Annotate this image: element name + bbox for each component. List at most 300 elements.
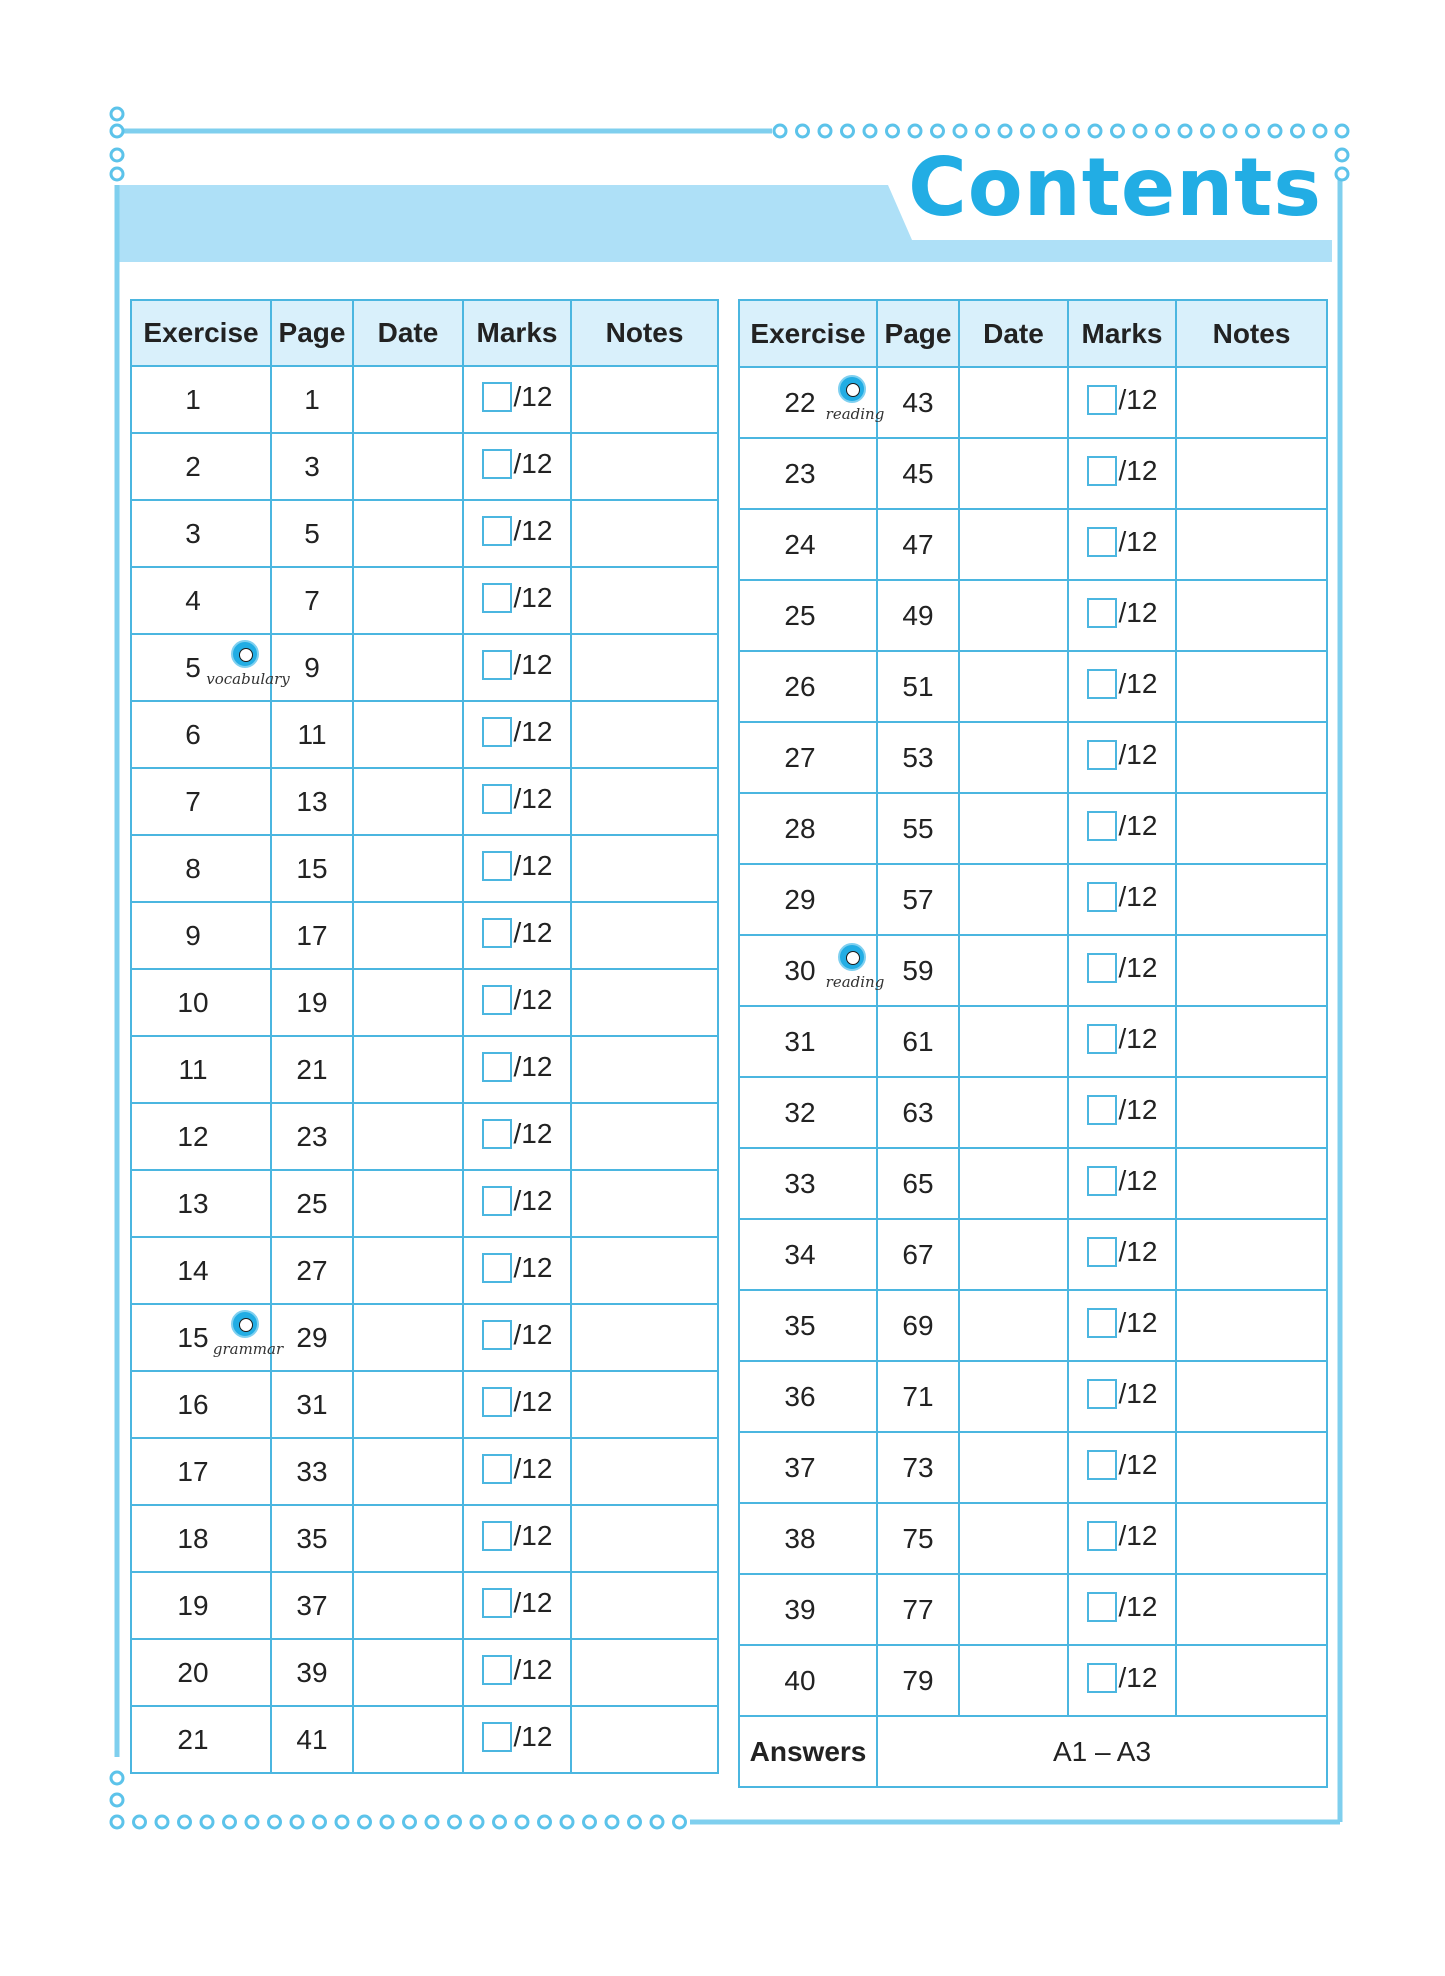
date-cell[interactable] bbox=[959, 864, 1068, 935]
page-number: 71 bbox=[877, 1361, 959, 1432]
marks-total: /12 bbox=[1118, 1022, 1158, 1054]
exercise-cell bbox=[739, 722, 877, 793]
notes-cell[interactable] bbox=[1176, 580, 1327, 651]
border-dot bbox=[797, 125, 809, 137]
marks-total: /12 bbox=[513, 1251, 553, 1283]
border-dot bbox=[1224, 125, 1236, 137]
exercise-number: 36 bbox=[784, 1380, 816, 1412]
notes-cell[interactable] bbox=[571, 701, 718, 768]
marks-input-box[interactable] bbox=[482, 985, 512, 1015]
page-number: 59 bbox=[877, 935, 959, 1006]
date-cell[interactable] bbox=[959, 1006, 1068, 1077]
border-dot bbox=[111, 108, 123, 120]
page-number: 69 bbox=[877, 1290, 959, 1361]
marks-total: /12 bbox=[513, 782, 553, 814]
marks-total: /12 bbox=[513, 380, 553, 412]
marks-total: /12 bbox=[513, 514, 553, 546]
date-cell[interactable] bbox=[959, 580, 1068, 651]
notes-cell[interactable] bbox=[1176, 1574, 1327, 1645]
marks-input-box[interactable] bbox=[1087, 1379, 1117, 1409]
date-cell[interactable] bbox=[353, 1706, 463, 1773]
table-row bbox=[739, 1290, 1327, 1361]
exercise-number: 14 bbox=[177, 1254, 209, 1286]
marks-total: /12 bbox=[1118, 1306, 1158, 1338]
notes-cell[interactable] bbox=[571, 902, 718, 969]
date-cell[interactable] bbox=[353, 1572, 463, 1639]
tag-badge bbox=[818, 373, 898, 433]
date-cell[interactable] bbox=[353, 433, 463, 500]
table-row bbox=[739, 1361, 1327, 1432]
border-dot bbox=[471, 1816, 483, 1828]
marks-input-box[interactable] bbox=[1087, 1237, 1117, 1267]
marks-total: /12 bbox=[1118, 1093, 1158, 1125]
marks-total: /12 bbox=[1118, 1448, 1158, 1480]
page-number: 21 bbox=[271, 1036, 353, 1103]
table-row bbox=[739, 1219, 1327, 1290]
border-dot bbox=[1179, 125, 1191, 137]
date-cell[interactable] bbox=[353, 768, 463, 835]
date-cell[interactable] bbox=[353, 969, 463, 1036]
marks-input-box[interactable] bbox=[482, 1588, 512, 1618]
marks-input-box[interactable] bbox=[1087, 456, 1117, 486]
exercise-cell bbox=[739, 935, 885, 1006]
contents-table-right bbox=[738, 299, 1328, 1788]
marks-total: /12 bbox=[1118, 1164, 1158, 1196]
notes-cell[interactable] bbox=[1176, 722, 1327, 793]
page-number: 1 bbox=[271, 366, 353, 433]
exercise-number: 9 bbox=[185, 919, 201, 951]
marks-cell bbox=[463, 1170, 571, 1237]
border-dot bbox=[651, 1816, 663, 1828]
marks-cell bbox=[1068, 1361, 1176, 1432]
exercise-cell bbox=[739, 1361, 877, 1432]
date-cell[interactable] bbox=[353, 1237, 463, 1304]
marks-cell bbox=[463, 1572, 571, 1639]
date-cell[interactable] bbox=[959, 793, 1068, 864]
marks-input-box[interactable] bbox=[1087, 1024, 1117, 1054]
col-header-date: Date bbox=[353, 300, 463, 366]
date-cell[interactable] bbox=[959, 1361, 1068, 1432]
marks-input-box[interactable] bbox=[1087, 385, 1117, 415]
date-cell[interactable] bbox=[353, 902, 463, 969]
table-row bbox=[131, 1237, 718, 1304]
notes-cell[interactable] bbox=[1176, 1503, 1327, 1574]
notes-cell[interactable] bbox=[571, 1572, 718, 1639]
marks-input-box[interactable] bbox=[1087, 1592, 1117, 1622]
tag-label: reading bbox=[825, 972, 885, 991]
notes-cell[interactable] bbox=[571, 768, 718, 835]
table-row bbox=[739, 509, 1327, 580]
marks-input-box[interactable] bbox=[1087, 1308, 1117, 1338]
notes-cell[interactable] bbox=[571, 1639, 718, 1706]
exercise-number: 26 bbox=[784, 670, 816, 702]
exercise-cell bbox=[131, 500, 271, 567]
date-cell[interactable] bbox=[353, 366, 463, 433]
marks-total: /12 bbox=[1118, 1661, 1158, 1693]
marks-input-box[interactable] bbox=[482, 1052, 512, 1082]
border-dot bbox=[111, 1772, 123, 1784]
col-header-marks: Marks bbox=[1068, 300, 1176, 367]
table-row bbox=[739, 722, 1327, 793]
marks-input-box[interactable] bbox=[482, 650, 512, 680]
marks-input-box[interactable] bbox=[482, 516, 512, 546]
exercise-cell bbox=[131, 1170, 271, 1237]
border-dot bbox=[932, 125, 944, 137]
exercise-cell bbox=[739, 580, 877, 651]
exercise-cell bbox=[131, 1438, 271, 1505]
exercise-number: 13 bbox=[177, 1187, 209, 1219]
emblem-icon bbox=[231, 640, 259, 668]
page-number: 7 bbox=[271, 567, 353, 634]
col-header-page: Page bbox=[877, 300, 959, 367]
exercise-number: 22 bbox=[784, 386, 816, 418]
marks-cell bbox=[1068, 1290, 1176, 1361]
date-cell[interactable] bbox=[353, 1170, 463, 1237]
exercise-cell bbox=[739, 1503, 877, 1574]
exercise-number: 16 bbox=[177, 1388, 209, 1420]
page-number: 73 bbox=[877, 1432, 959, 1503]
notes-cell[interactable] bbox=[571, 567, 718, 634]
marks-cell bbox=[463, 1438, 571, 1505]
exercise-cell bbox=[739, 1432, 877, 1503]
exercise-cell bbox=[131, 1103, 271, 1170]
border-dot bbox=[999, 125, 1011, 137]
table-row bbox=[131, 1103, 718, 1170]
marks-input-box[interactable] bbox=[482, 1655, 512, 1685]
marks-cell bbox=[463, 567, 571, 634]
notes-cell[interactable] bbox=[571, 1170, 718, 1237]
exercise-cell bbox=[131, 1371, 271, 1438]
marks-input-box[interactable] bbox=[482, 784, 512, 814]
marks-input-box[interactable] bbox=[482, 382, 512, 412]
table-row bbox=[131, 500, 718, 567]
notes-cell[interactable] bbox=[571, 1237, 718, 1304]
border-dot bbox=[179, 1816, 191, 1828]
date-cell[interactable] bbox=[353, 1505, 463, 1572]
border-dot bbox=[494, 1816, 506, 1828]
marks-cell bbox=[463, 500, 571, 567]
exercise-number: 31 bbox=[784, 1025, 816, 1057]
marks-input-box[interactable] bbox=[482, 1320, 512, 1350]
exercise-cell bbox=[131, 1706, 271, 1773]
page-number: 45 bbox=[877, 438, 959, 509]
exercise-number: 15 bbox=[177, 1321, 209, 1353]
marks-total: /12 bbox=[1118, 596, 1158, 628]
marks-input-box[interactable] bbox=[1087, 1663, 1117, 1693]
marks-cell bbox=[1068, 722, 1176, 793]
border-dot bbox=[1089, 125, 1101, 137]
marks-input-box[interactable] bbox=[482, 1454, 512, 1484]
exercise-number: 6 bbox=[185, 718, 201, 750]
marks-total: /12 bbox=[513, 1050, 553, 1082]
table-row bbox=[739, 1006, 1327, 1077]
exercise-number: 30 bbox=[784, 954, 816, 986]
border-dot bbox=[1112, 125, 1124, 137]
marks-total: /12 bbox=[513, 983, 553, 1015]
exercise-cell bbox=[131, 1639, 271, 1706]
marks-input-box[interactable] bbox=[1087, 953, 1117, 983]
marks-cell bbox=[1068, 1006, 1176, 1077]
table-row bbox=[131, 1505, 718, 1572]
border-dot bbox=[909, 125, 921, 137]
table-row bbox=[739, 1432, 1327, 1503]
marks-input-box[interactable] bbox=[1087, 740, 1117, 770]
exercise-number: 21 bbox=[177, 1723, 209, 1755]
exercise-number: 23 bbox=[784, 457, 816, 489]
col-header-exercise: Exercise bbox=[131, 300, 271, 366]
notes-cell[interactable] bbox=[571, 1371, 718, 1438]
marks-cell bbox=[1068, 1645, 1176, 1716]
marks-input-box[interactable] bbox=[482, 1722, 512, 1752]
exercise-cell bbox=[131, 634, 290, 701]
tag-label: grammar bbox=[212, 1339, 284, 1358]
border-dot bbox=[954, 125, 966, 137]
border-dot bbox=[1202, 125, 1214, 137]
table-header-row bbox=[739, 300, 1327, 367]
date-cell[interactable] bbox=[959, 438, 1068, 509]
date-cell[interactable] bbox=[353, 1304, 463, 1371]
exercise-cell bbox=[739, 1645, 877, 1716]
page-number: 33 bbox=[271, 1438, 353, 1505]
marks-total: /12 bbox=[1118, 454, 1158, 486]
notes-cell[interactable] bbox=[571, 1706, 718, 1773]
tag-label: reading bbox=[825, 404, 885, 423]
date-cell[interactable] bbox=[959, 1219, 1068, 1290]
exercise-number: 29 bbox=[784, 883, 816, 915]
notes-cell[interactable] bbox=[1176, 651, 1327, 722]
notes-cell[interactable] bbox=[571, 433, 718, 500]
table-row bbox=[131, 1036, 718, 1103]
marks-input-box[interactable] bbox=[1087, 1521, 1117, 1551]
border-dot bbox=[977, 125, 989, 137]
page-number: 35 bbox=[271, 1505, 353, 1572]
exercise-number: 20 bbox=[177, 1656, 209, 1688]
date-cell[interactable] bbox=[353, 835, 463, 902]
marks-cell bbox=[1068, 1574, 1176, 1645]
exercise-number: 19 bbox=[177, 1589, 209, 1621]
border-dot bbox=[1134, 125, 1146, 137]
border-dot bbox=[224, 1816, 236, 1828]
page-number: 79 bbox=[877, 1645, 959, 1716]
notes-cell[interactable] bbox=[1176, 1077, 1327, 1148]
tag-badge bbox=[206, 638, 291, 698]
page-title: Contents bbox=[908, 141, 1322, 234]
notes-cell[interactable] bbox=[1176, 1361, 1327, 1432]
emblem-icon bbox=[838, 943, 866, 971]
date-cell[interactable] bbox=[959, 1432, 1068, 1503]
notes-cell[interactable] bbox=[1176, 367, 1327, 438]
border-dot bbox=[134, 1816, 146, 1828]
marks-cell bbox=[1068, 438, 1176, 509]
date-cell[interactable] bbox=[353, 1036, 463, 1103]
notes-cell[interactable] bbox=[571, 835, 718, 902]
border-dot bbox=[1314, 125, 1326, 137]
date-cell[interactable] bbox=[353, 1639, 463, 1706]
table-row bbox=[739, 1077, 1327, 1148]
marks-input-box[interactable] bbox=[1087, 1095, 1117, 1125]
marks-input-box[interactable] bbox=[482, 918, 512, 948]
border-dot bbox=[246, 1816, 258, 1828]
marks-cell bbox=[463, 1706, 571, 1773]
date-cell[interactable] bbox=[353, 1371, 463, 1438]
notes-cell[interactable] bbox=[571, 1438, 718, 1505]
notes-cell[interactable] bbox=[1176, 1290, 1327, 1361]
date-cell[interactable] bbox=[353, 500, 463, 567]
marks-input-box[interactable] bbox=[482, 1387, 512, 1417]
marks-input-box[interactable] bbox=[1087, 882, 1117, 912]
date-cell[interactable] bbox=[959, 1574, 1068, 1645]
border-dot bbox=[1336, 168, 1348, 180]
notes-cell[interactable] bbox=[571, 1304, 718, 1371]
table-row bbox=[131, 1639, 718, 1706]
border-dot bbox=[516, 1816, 528, 1828]
page-number: 55 bbox=[877, 793, 959, 864]
marks-input-box[interactable] bbox=[1087, 811, 1117, 841]
table-row bbox=[739, 367, 1327, 438]
exercise-number: 11 bbox=[178, 1053, 208, 1085]
marks-input-box[interactable] bbox=[482, 851, 512, 881]
marks-total: /12 bbox=[513, 1653, 553, 1685]
notes-cell[interactable] bbox=[1176, 935, 1327, 1006]
marks-total: /12 bbox=[1118, 1377, 1158, 1409]
border-dot bbox=[314, 1816, 326, 1828]
date-cell[interactable] bbox=[959, 1645, 1068, 1716]
marks-cell bbox=[463, 634, 571, 701]
exercise-number: 33 bbox=[784, 1167, 816, 1199]
notes-cell[interactable] bbox=[571, 969, 718, 1036]
marks-total: /12 bbox=[513, 1385, 553, 1417]
date-cell[interactable] bbox=[959, 367, 1068, 438]
notes-cell[interactable] bbox=[571, 500, 718, 567]
page-number: 75 bbox=[877, 1503, 959, 1574]
marks-input-box[interactable] bbox=[482, 1521, 512, 1551]
page-number: 11 bbox=[271, 701, 353, 768]
marks-input-box[interactable] bbox=[482, 1253, 512, 1283]
marks-total: /12 bbox=[1118, 525, 1158, 557]
date-cell[interactable] bbox=[959, 1503, 1068, 1574]
exercise-cell bbox=[739, 793, 877, 864]
exercise-cell bbox=[131, 1572, 271, 1639]
page-number: 61 bbox=[877, 1006, 959, 1077]
exercise-number: 38 bbox=[784, 1522, 816, 1554]
exercise-cell bbox=[131, 433, 271, 500]
notes-cell[interactable] bbox=[1176, 1645, 1327, 1716]
exercise-cell bbox=[131, 1304, 284, 1371]
marks-cell bbox=[1068, 935, 1176, 1006]
notes-cell[interactable] bbox=[1176, 1432, 1327, 1503]
marks-total: /12 bbox=[513, 1184, 553, 1216]
date-cell[interactable] bbox=[959, 651, 1068, 722]
marks-input-box[interactable] bbox=[482, 583, 512, 613]
date-cell[interactable] bbox=[959, 1148, 1068, 1219]
notes-cell[interactable] bbox=[571, 1505, 718, 1572]
marks-input-box[interactable] bbox=[482, 1186, 512, 1216]
answers-row bbox=[739, 1716, 1327, 1787]
table-row bbox=[131, 1371, 718, 1438]
exercise-number: 1 bbox=[185, 383, 201, 415]
marks-total: /12 bbox=[1118, 1519, 1158, 1551]
date-cell[interactable] bbox=[353, 701, 463, 768]
page-number: 65 bbox=[877, 1148, 959, 1219]
date-cell[interactable] bbox=[353, 567, 463, 634]
exercise-number: 5 bbox=[185, 651, 201, 683]
border-dot bbox=[864, 125, 876, 137]
notes-cell[interactable] bbox=[1176, 509, 1327, 580]
notes-cell[interactable] bbox=[1176, 793, 1327, 864]
marks-total: /12 bbox=[513, 581, 553, 613]
notes-cell[interactable] bbox=[571, 1103, 718, 1170]
marks-input-box[interactable] bbox=[1087, 598, 1117, 628]
exercise-number: 32 bbox=[784, 1096, 816, 1128]
marks-input-box[interactable] bbox=[482, 1119, 512, 1149]
border-dot bbox=[561, 1816, 573, 1828]
table-row bbox=[739, 864, 1327, 935]
marks-input-box[interactable] bbox=[482, 449, 512, 479]
marks-total: /12 bbox=[513, 1720, 553, 1752]
notes-cell[interactable] bbox=[571, 1036, 718, 1103]
date-cell[interactable] bbox=[353, 1438, 463, 1505]
exercise-cell bbox=[739, 367, 885, 438]
exercise-cell bbox=[131, 969, 271, 1036]
exercise-cell bbox=[739, 438, 877, 509]
marks-total: /12 bbox=[1118, 809, 1158, 841]
notes-cell[interactable] bbox=[1176, 1148, 1327, 1219]
notes-cell[interactable] bbox=[1176, 438, 1327, 509]
exercise-cell bbox=[739, 509, 877, 580]
notes-cell[interactable] bbox=[1176, 1006, 1327, 1077]
date-cell[interactable] bbox=[959, 1077, 1068, 1148]
border-dot bbox=[1067, 125, 1079, 137]
date-cell[interactable] bbox=[353, 634, 463, 701]
marks-input-box[interactable] bbox=[1087, 1450, 1117, 1480]
marks-input-box[interactable] bbox=[482, 717, 512, 747]
border-dot bbox=[449, 1816, 461, 1828]
date-cell[interactable] bbox=[959, 935, 1068, 1006]
date-cell[interactable] bbox=[959, 1290, 1068, 1361]
date-cell[interactable] bbox=[959, 722, 1068, 793]
page-number: 17 bbox=[271, 902, 353, 969]
page-number: 67 bbox=[877, 1219, 959, 1290]
date-cell[interactable] bbox=[353, 1103, 463, 1170]
border-dot bbox=[674, 1816, 686, 1828]
table-row bbox=[131, 701, 718, 768]
page-number: 63 bbox=[877, 1077, 959, 1148]
exercise-cell bbox=[739, 1006, 877, 1077]
marks-input-box[interactable] bbox=[1087, 527, 1117, 557]
marks-cell bbox=[1068, 367, 1176, 438]
marks-input-box[interactable] bbox=[1087, 1166, 1117, 1196]
notes-cell[interactable] bbox=[1176, 864, 1327, 935]
exercise-number: 27 bbox=[784, 741, 816, 773]
notes-cell[interactable] bbox=[571, 366, 718, 433]
marks-input-box[interactable] bbox=[1087, 669, 1117, 699]
page-number: 43 bbox=[877, 367, 959, 438]
page-number: 47 bbox=[877, 509, 959, 580]
page-number: 15 bbox=[271, 835, 353, 902]
marks-total: /12 bbox=[513, 715, 553, 747]
notes-cell[interactable] bbox=[571, 634, 718, 701]
exercise-number: 25 bbox=[784, 599, 816, 631]
border-dot bbox=[1247, 125, 1259, 137]
border-dot bbox=[887, 125, 899, 137]
tag-badge bbox=[818, 941, 898, 1001]
notes-cell[interactable] bbox=[1176, 1219, 1327, 1290]
exercise-number: 3 bbox=[185, 517, 201, 549]
marks-cell bbox=[463, 768, 571, 835]
marks-cell bbox=[1068, 793, 1176, 864]
date-cell[interactable] bbox=[959, 509, 1068, 580]
emblem-icon bbox=[838, 375, 866, 403]
